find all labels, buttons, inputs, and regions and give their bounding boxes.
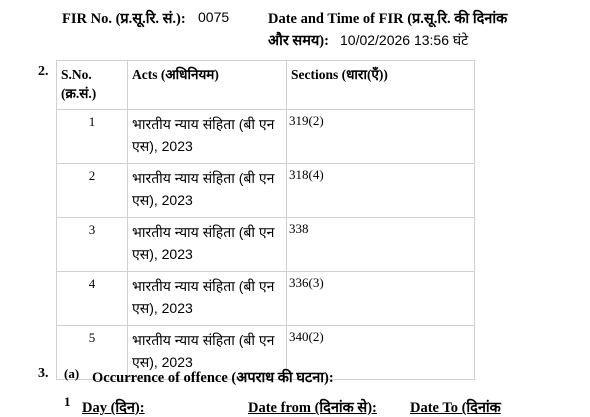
day-label: Day (दिन): — [82, 400, 145, 416]
fir-number-label: FIR No. (प्र.सू.रि. सं.): — [62, 11, 186, 27]
date-from-label: Date from (दिनांक से): — [248, 400, 377, 416]
row-sno: 5 — [57, 326, 128, 380]
fir-datetime-label-cont: और समय): — [268, 33, 329, 49]
fir-datetime-label: Date and Time of FIR (प्र.सू.रि. की दिनांक — [268, 11, 508, 27]
fir-datetime-value: 10/02/2026 13:56 घंटे — [340, 32, 469, 48]
table-header-row — [57, 61, 475, 110]
occurrence-item-number: 1 — [64, 394, 71, 409]
row-act: भारतीय न्याय संहिता (बी एन एस), 2023 — [128, 218, 287, 272]
row-section: 318(4) — [287, 164, 475, 218]
table-row — [57, 164, 475, 218]
acts-sections-table — [56, 60, 475, 380]
section-3-sub: (a) — [64, 366, 80, 381]
row-section: 340(2) — [287, 326, 475, 380]
occurrence-title: Occurrence of offence (अपराध की घटना): — [92, 370, 334, 386]
table-row — [57, 110, 475, 164]
row-sno: 4 — [57, 272, 128, 326]
header-acts: Acts (अधिनियम) — [128, 61, 287, 110]
row-section: 336(3) — [287, 272, 475, 326]
header-sno: S.No. (क्र.सं.) — [57, 61, 128, 110]
header-sections: Sections (धारा(एँ)) — [287, 61, 475, 110]
row-act: भारतीय न्याय संहिता (बी एन एस), 2023 — [128, 164, 287, 218]
row-section: 319(2) — [287, 110, 475, 164]
row-act: भारतीय न्याय संहिता (बी एन एस), 2023 — [128, 110, 287, 164]
row-sno: 3 — [57, 218, 128, 272]
row-act: भारतीय न्याय संहिता (बी एन एस), 2023 — [128, 326, 287, 380]
section-2-number: 2. — [38, 64, 49, 79]
date-to-label: Date To (दिनांक — [410, 400, 501, 416]
row-section: 338 — [287, 218, 475, 272]
section-3-number: 3. — [38, 366, 49, 381]
table-row — [57, 272, 475, 326]
table-row — [57, 218, 475, 272]
fir-number-value: 0075 — [198, 9, 230, 25]
row-sno: 2 — [57, 164, 128, 218]
row-sno: 1 — [57, 110, 128, 164]
row-act: भारतीय न्याय संहिता (बी एन एस), 2023 — [128, 272, 287, 326]
